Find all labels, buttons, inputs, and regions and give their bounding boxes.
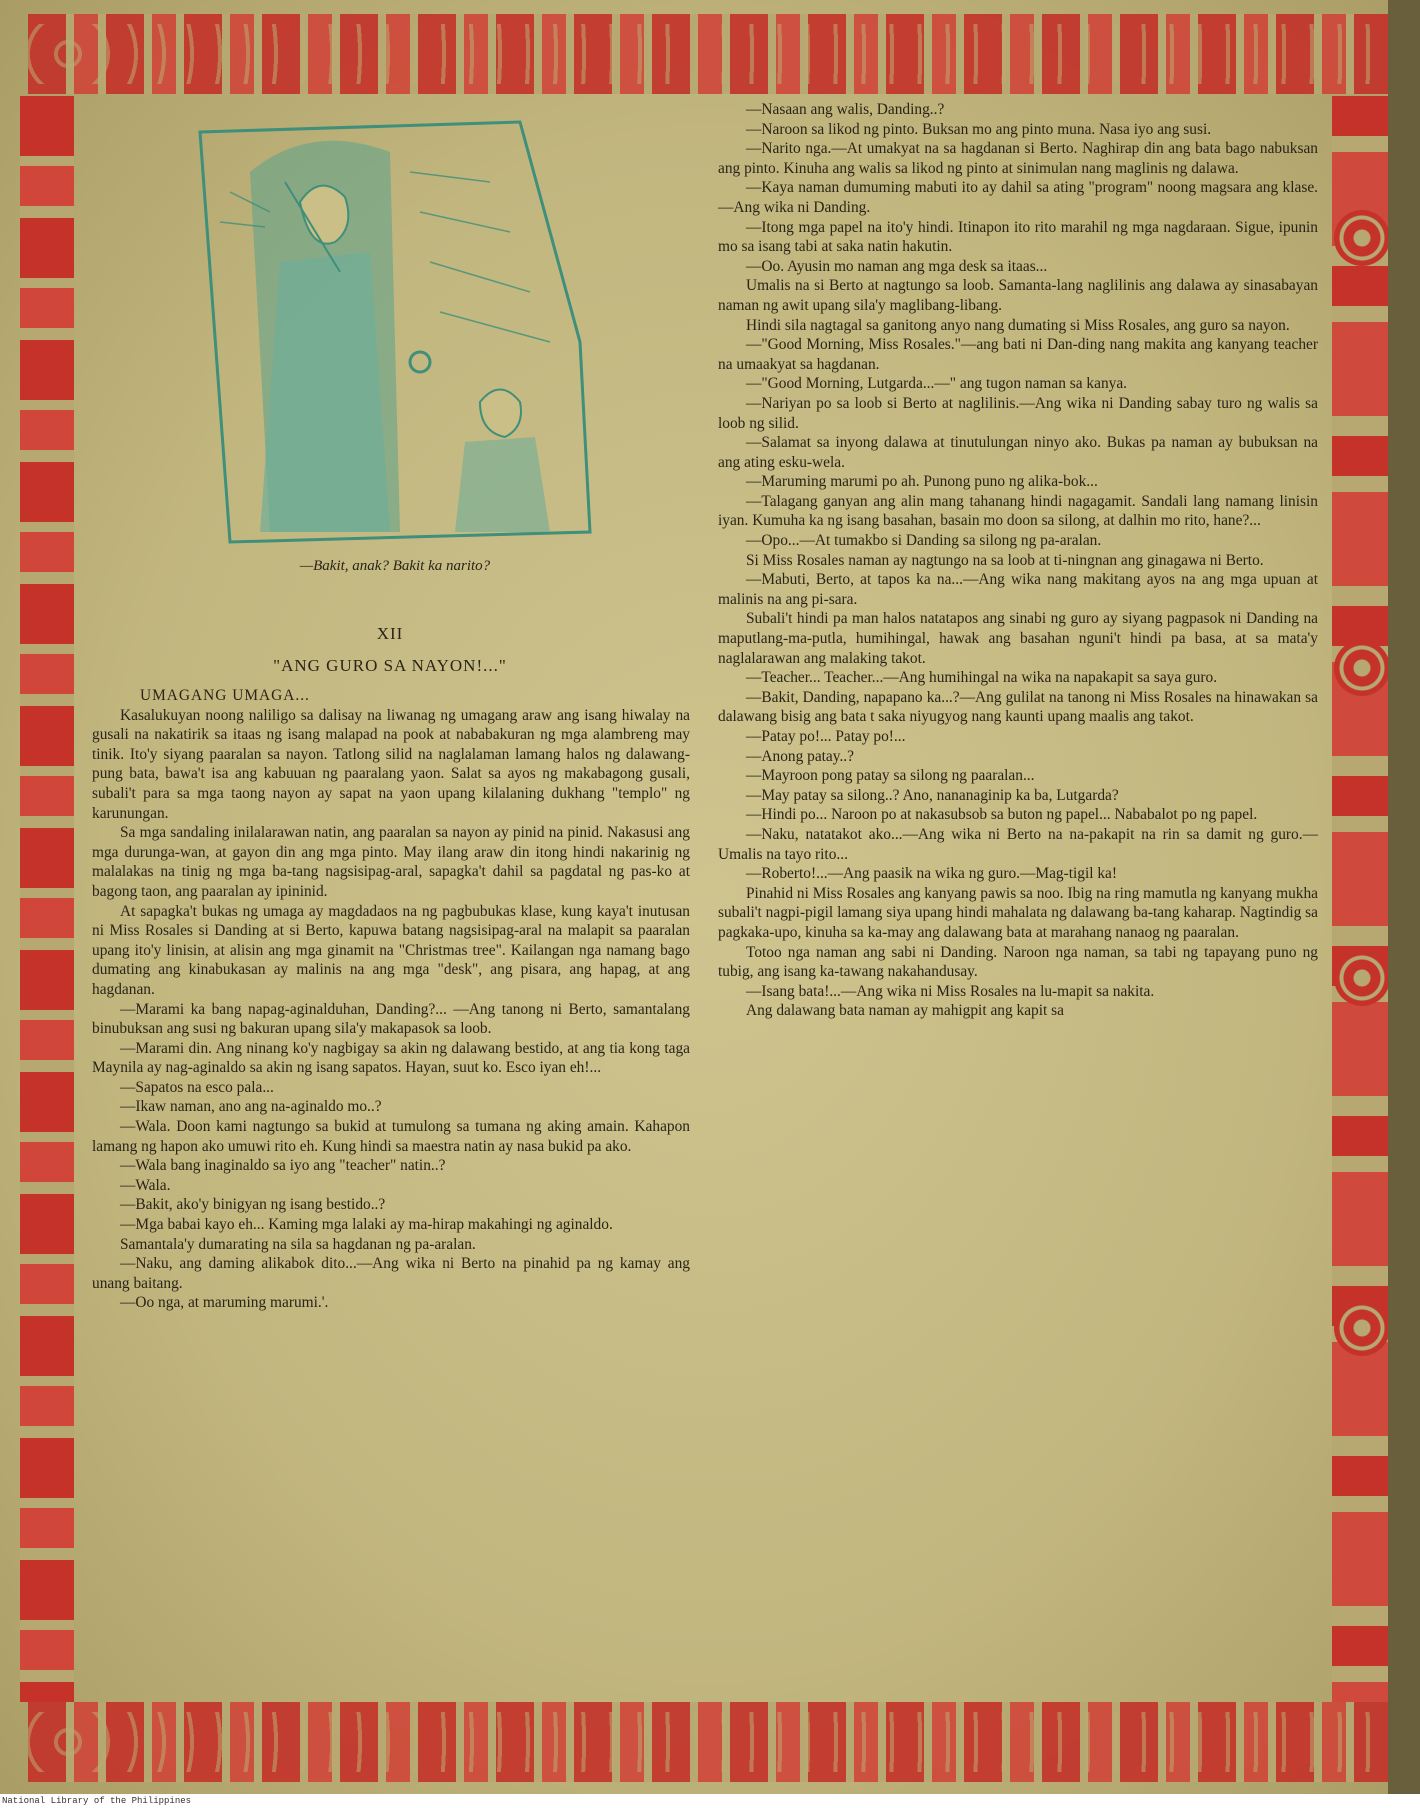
paragraph: —Wala bang inaginaldo sa iyo ang "teacher" natin..? [120, 1157, 446, 1175]
flower-ornament-icon [1334, 640, 1390, 696]
paragraph: Umalis na si Berto at nagtungo sa loob. Samanta-lang naglilinis ang dalawa ay sinasabayan naman ng awit upang sila'y maglibang-libang. [718, 277, 1318, 314]
illustration-caption: —Bakit, anak? Bakit ka narito? [299, 558, 491, 574]
paragraph: Si Miss Rosales naman ay nagtungo na sa loob at ti-ningnan ang ginagawa ni Berto. [746, 551, 1264, 569]
paragraph: —Patay po!... Patay po!... [746, 728, 906, 745]
paragraph: Totoo nga naman ang sabi ni Danding. Naroon nga naman, sa tabi ng tapayang puno ng tubig, ang isang ka-tawang nakahandusay. [718, 943, 1318, 981]
paragraph: —Marami din. Ang ninang ko'y nagbigay sa akin ng dalawang bestido, at ang tia kong taga Maynila ay nag-aginaldo sa akin ng isang sapatos. Hayan, suut ko. Esco iyan eh!... [92, 1039, 690, 1077]
decorative-border-bottom [28, 1702, 1388, 1782]
decorative-border-top [28, 14, 1388, 94]
paragraph: —Oo nga, at maruming marumi.'. [120, 1294, 329, 1312]
paragraph: —Maruming marumi po ah. Punong puno ng alika-bok... [746, 473, 1098, 491]
flower-ornament-icon [1334, 1300, 1390, 1356]
paragraph: —Naku, natatakot ako...—Ang wika ni Berto na na-pakapit na rin sa damit ng guro.—Umalis na tayo rito... [718, 825, 1318, 863]
decorative-border-left [20, 96, 74, 1702]
paragraph: —Isang bata!...—Ang wika ni Miss Rosales na lu-mapit sa nakita. [746, 982, 1155, 1000]
right-text-column [718, 100, 1318, 1021]
chapter-number: XII [376, 624, 404, 643]
paragraph: —Hindi po... Naroon po at nakasubsob sa buton ng papel... Nababalot po ng papel. [746, 806, 1258, 824]
chapter-title: "ANG GURO SA NAYON!..." [273, 656, 507, 675]
paragraph: Subali't hindi pa man halos natatapos ang sinabi ng guro ay siyang pagpasok ni Danding na maputlang-ma-putla, humihingal, hawak ang basahan nguni't hindi pa basa, at sa mata'y naglalarawan ang malaking takot. [718, 610, 1318, 667]
archive-footer: National Library of the Philippines [0, 1794, 1420, 1808]
paragraph: —Kaya naman dumuming mabuti ito ay dahil sa ating "program" noong magsara ang klase.—Ang wika ni Danding. [718, 179, 1318, 216]
paragraph: —Mga babai kayo eh... Kaming mga lalaki ay ma-hirap makahingi ng aginaldo. [120, 1216, 613, 1234]
paragraph: —Sapatos na esco pala... [120, 1078, 274, 1096]
paragraph: Pinahid ni Miss Rosales ang kanyang pawis sa noo. Ibig na ring mamutla ng kanyang mukha subali't nagpi-pigil lamang siya upang hindi mahalata ng dalawang ba-tang kaharap. Nagtindig sa pagkaka-upo, kinuha sa ka-may ang dalawang bata at marahang nanaog ng paaralan. [718, 884, 1318, 941]
paragraph: UMAGANG UMAGA... [140, 687, 310, 704]
paragraph: —Ikaw naman, ano ang na-aginaldo mo..? [120, 1098, 382, 1116]
paragraph: —May patay sa silong..? Ano, nananaginip ka ba, Lutgarda? [746, 786, 1119, 804]
paragraph: —Bakit, Danding, napapano ka...?—Ang gulilat na tanong ni Miss Rosales na hinawakan sa dalawang bisig ang bata t saka niyugyog nang kaunti upang maalis ang takot. [718, 688, 1318, 726]
paragraph: —Itong mga papel na ito'y hindi. Itinapon ito rito marahil ng mga nagdaraan. Sigue, ipunin mo sa isang tabi at saka natin hakutin. [718, 218, 1318, 256]
left-text-column [92, 686, 690, 1313]
paragraph: —"Good Morning, Lutgarda...—" ang tugon naman sa kanya. [746, 375, 1128, 393]
flower-ornament-icon [1334, 950, 1390, 1006]
paragraph: —Wala. Doon kami nagtungo sa bukid at tumulong sa tumana ng aking amain. Kahapon lamang ng hapon ako umuwi rito eh. Kung hindi sa maestra natin ay nasa bukid pa ako. [92, 1118, 690, 1155]
flower-ornament-icon [1334, 210, 1390, 266]
paragraph: Samantala'y dumarating na sila sa hagdanan ng pa-aralan. [120, 1235, 476, 1253]
paragraph: At sapagka't bukas ng umaga ay magdadaos na ng pagbubukas klase, kung kaya't inutusan ni Miss Rosales si Danding at si Berto, kapuwa batang nagsisipag-aral na malapit sa paaralan upang ito'y linisin, at alisin ang mga ginamit na "Christmas tree". Kailangan nga namang bago dumating ang kinabukasan ay malinis na ang mga "desk", ang pisara, ang hapag, at ang hagdanan. [92, 902, 690, 998]
paragraph: Ang dalawang bata naman ay mahigpit ang kapit sa [746, 1002, 1064, 1020]
paragraph: —Wala. [120, 1176, 171, 1194]
paragraph: Sa mga sandaling inilalarawan natin, ang paaralan sa nayon ay pinid na pinid. Nakasusi ang mga durunga-wan, at gayon din ang mga pinto. May ilang araw din itong hindi nakarinig ng malalakas na tinig ng mga ba-tang nagsisipag-aral, sapagka't dahil sa pagdatal ng pas-ko at bagong taon, ang paaralan ay ipininid. [92, 824, 690, 900]
paragraph: —Bakit, ako'y binigyan ng isang bestido..? [120, 1196, 386, 1214]
paragraph: Hindi sila nagtagal sa ganitong anyo nang dumating si Miss Rosales, ang guro sa nayon. [746, 316, 1290, 334]
paragraph: —Nariyan po sa loob si Berto at naglilinis.—Ang wika ni Danding sabay turo ng walis sa loob ng silid. [718, 394, 1318, 432]
paragraph: —"Good Morning, Miss Rosales."—ang bati ni Dan-ding nang makita ang kanyang teacher na umaakyat sa hagdanan. [718, 336, 1318, 373]
paragraph: —Naroon sa likod ng pinto. Buksan mo ang pinto muna. Nasa iyo ang susi. [746, 120, 1212, 138]
paragraph: —Oo. Ayusin mo naman ang mga desk sa itaas... [746, 257, 1048, 275]
paragraph: Kasalukuyan noong naliligo sa dalisay na liwanag ng umagang araw ang isang hiwalay na gusali na nakatirik sa itaas ng isang malapad na pook at nababakuran ng mga alambreng may tinik. Ito'y siyang paaralan sa nayon. Tatlong silid na naglalaman lamang halos ng dalawang-pung bata, bawa't isa ang kabuuan ng paaralang yaon. Salat sa ayos ng makabagong gusali, subali't para sa mga taong nayon ay sapat na yaon upang kilalaning dukhang "templo" ng karunungan. [92, 706, 690, 822]
paragraph: —Salamat sa inyong dalawa at tinutulungan ninyo ako. Bukas pa naman ay bubuksan na ang ating esku-wela. [718, 434, 1318, 471]
paragraph: —Roberto!...—Ang paasik na wika ng guro.—Mag-tigil ka! [746, 865, 1118, 883]
paragraph: —Talagang ganyan ang alin mang tahanang hindi nagagamit. Sandali lang namang linisin iyan. Kumuha ka ng isang basahan, basain mo doon sa silong, at dalhin mo rito, hane?... [718, 492, 1318, 530]
paragraph: —Nasaan ang walis, Danding..? [746, 101, 945, 118]
paragraph: —Mabuti, Berto, at tapos ka na...—Ang wika nang makitang ayos na ang mga upuan at malinis na ang pi-sara. [718, 571, 1318, 608]
paragraph: —Narito nga.—At umakyat na sa hagdanan si Berto. Naghirap din ang bata bago nabuksan ang pinto. Kinuha ang walis sa likod ng pinto at sinimulan nang maglinis ng dalawa. [718, 140, 1318, 177]
paragraph: —Naku, ang daming alikabok dito...—Ang wika ni Berto na pinahid pa ng kamay ang unang baitang. [92, 1255, 690, 1292]
paragraph: —Teacher... Teacher...—Ang humihingal na wika na napakapit sa saya guro. [746, 669, 1218, 687]
paragraph: —Marami ka bang napag-aginalduhan, Danding?... —Ang tanong ni Berto, samantalang binubuksan ang susi ng bakuran upang sila'y makapasok sa loob. [92, 1000, 690, 1038]
paragraph: —Mayroon pong patay sa silong ng paaralan... [746, 767, 1035, 785]
page-edge [1388, 0, 1420, 1808]
decorative-border-right [1332, 96, 1388, 1702]
illustration-teacher-and-child [190, 112, 600, 552]
paragraph: —Opo...—At tumakbo si Danding sa silong ng pa-aralan. [746, 532, 1102, 550]
paragraph: —Anong patay..? [746, 747, 854, 765]
